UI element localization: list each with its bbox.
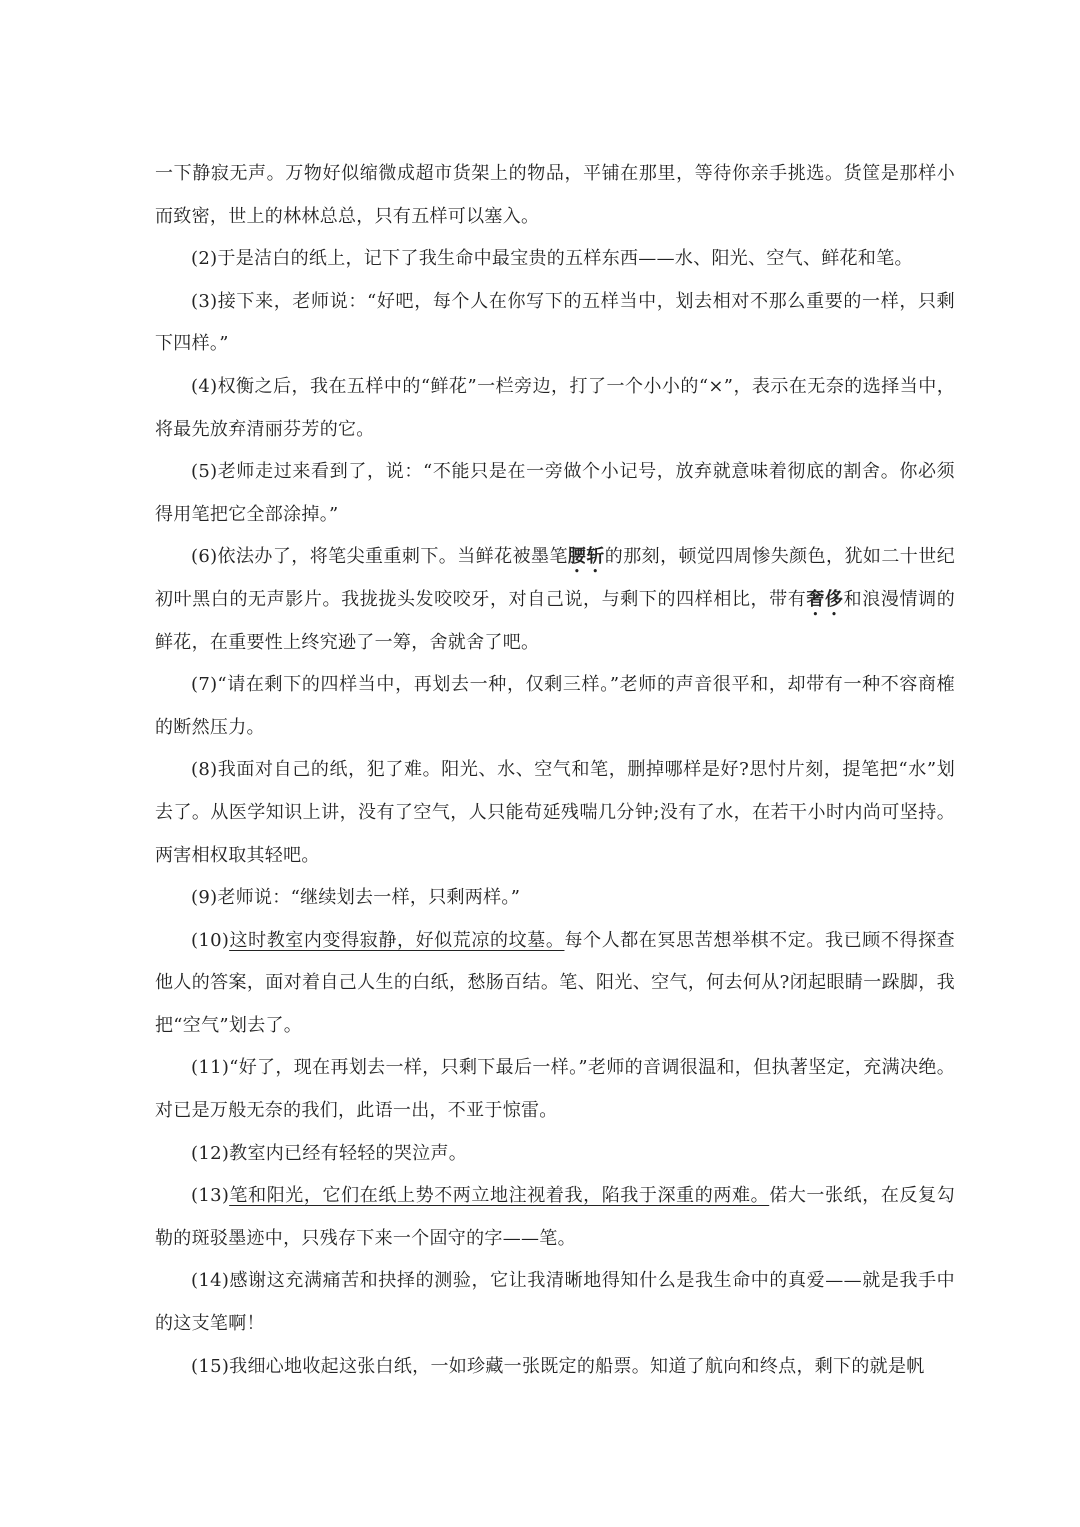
text-run: (15)我细心地收起这张白纸，一如珍藏一张既定的船票。知道了航向和终点，剩下的就是帆 xyxy=(191,1355,925,1377)
underlined-sentence: 这时教室内变得寂静，好似荒凉的坟墓。 xyxy=(229,929,565,951)
paragraph-14 xyxy=(155,1260,955,1345)
paragraph-13 xyxy=(155,1175,955,1260)
text-run: (8)我面对自己的纸，犯了难。阳光、水、空气和笔，删掉哪样是好?思忖片刻，提笔把“水”划去了。从医学知识上讲，没有了空气，人只能苟延残喘几分钟;没有了水，在若干小时内尚可坚持。两害相权取其轻吧。 xyxy=(155,759,955,866)
paragraph-8 xyxy=(155,749,955,877)
paragraph-9 xyxy=(155,877,955,920)
text-run: (5)老师走过来看到了，说：“不能只是在一旁做个小记号，放弃就意味着彻底的割舍。你必须得用笔把它全部涂掉。” xyxy=(155,461,955,525)
paragraph-11 xyxy=(155,1047,955,1132)
text-run: (13) xyxy=(191,1185,230,1207)
paragraph-2 xyxy=(155,238,955,281)
emphasized-word: 腰斩 xyxy=(567,546,605,568)
text-run: (10) xyxy=(191,929,230,951)
text-run: 偌大一张纸，在反复勾勒的斑驳墨迹中，只残存下来一个固守的字——笔。 xyxy=(155,1185,956,1249)
text-run: (12)教室内已经有轻轻的哭泣声。 xyxy=(191,1142,468,1164)
text-run: 和浪漫情调的鲜花，在重要性上终究逊了一筹，舍就舍了吧。 xyxy=(155,588,955,653)
paragraph-6 xyxy=(155,536,955,664)
text-run: (4)权衡之后，我在五样中的“鲜花”一栏旁边，打了一个小小的“×”，表示在无奈的选择当中，将最先放弃清丽芬芳的它。 xyxy=(155,375,955,440)
emphasized-word: 奢侈 xyxy=(806,588,844,610)
paragraph-3 xyxy=(155,281,955,366)
paragraph-4 xyxy=(155,366,955,451)
text-run: (7)“请在剩下的四样当中，再划去一种，仅剩三样。”老师的声音很平和，却带有一种不容商榷的断然压力。 xyxy=(155,674,955,738)
text-run: (3)接下来，老师说：“好吧，每个人在你写下的五样当中，划去相对不那么重要的一样，只剩下四样。” xyxy=(155,290,955,355)
text-run: 每个人都在冥思苦想举棋不定。我已顾不得探查他人的答案，面对着自己人生的白纸，愁肠百结。笔、阳光、空气，何去何从?闭起眼睛一跺脚，我把“空气”划去了。 xyxy=(155,929,955,1036)
article-body xyxy=(155,153,955,1388)
paragraph-cont xyxy=(155,153,955,238)
paragraph-15 xyxy=(155,1346,955,1389)
paragraph-7 xyxy=(155,664,955,749)
paragraph-12 xyxy=(155,1133,955,1176)
paragraph-10 xyxy=(155,920,955,1048)
text-run: (14)感谢这充满痛苦和抉择的测验，它让我清晰地得知什么是我生命中的真爱——就是我手中的这支笔啊！ xyxy=(155,1270,955,1335)
text-run: (2)于是洁白的纸上，记下了我生命中最宝贵的五样东西——水、阳光、空气、鲜花和笔。 xyxy=(191,248,913,270)
underlined-sentence: 笔和阳光，它们在纸上势不两立地注视着我，陷我于深重的两难。 xyxy=(229,1185,770,1207)
text-run: (6)依法办了，将笔尖重重刺下。当鲜花被墨笔 xyxy=(191,546,568,568)
text-run: 的那刻，顿觉四周惨失颜色，犹如二十世纪初叶黑白的无声影片。我拢拢头发咬咬牙，对自己说，与剩下的四样相比，带有 xyxy=(155,546,955,610)
paragraph-5 xyxy=(155,451,955,536)
text-run: (9)老师说：“继续划去一样，只剩两样。” xyxy=(191,887,521,909)
text-run: (11)“好了，现在再划去一样，只剩下最后一样。”老师的音调很温和，但执著坚定，充满决绝。对已是万般无奈的我们，此语一出，不亚于惊雷。 xyxy=(155,1057,955,1122)
text-run: 一下静寂无声。万物好似缩微成超市货架上的物品，平铺在那里，等待你亲手挑选。货筐是那样小而致密，世上的林林总总，只有五样可以塞入。 xyxy=(155,163,955,227)
